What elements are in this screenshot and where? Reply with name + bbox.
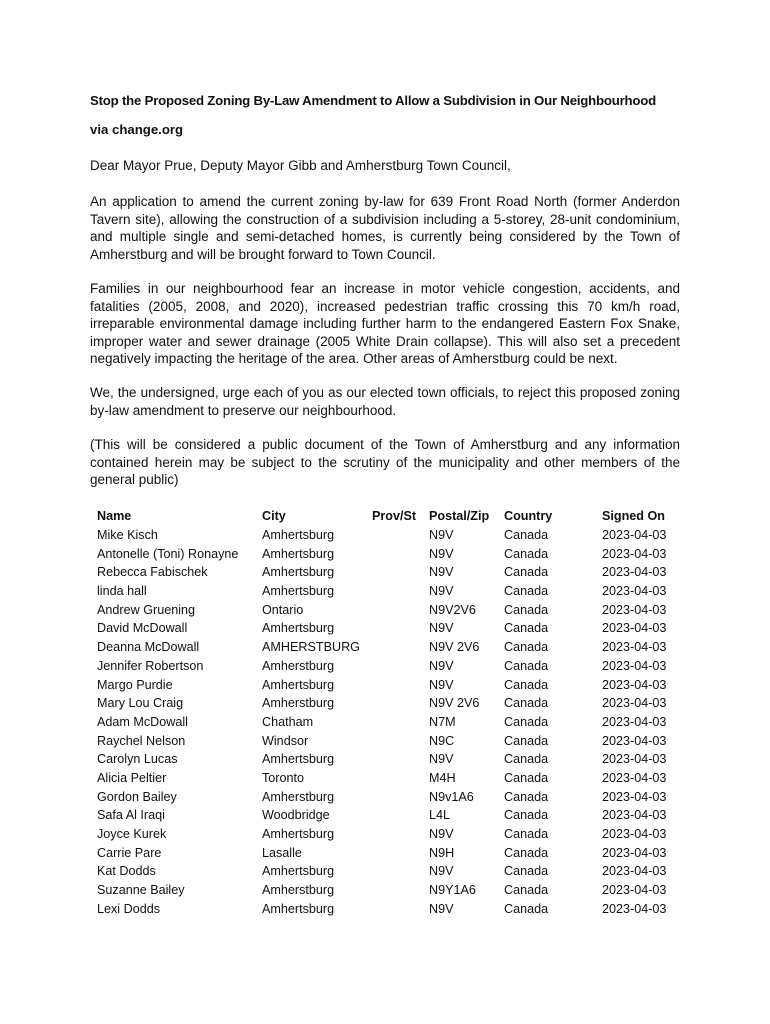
cell-country: Canada bbox=[504, 546, 549, 561]
cell-name: Raychel Nelson bbox=[97, 733, 186, 748]
cell-city: Amhertsburg bbox=[262, 827, 335, 842]
cell-signed-on: 2023-04-03 bbox=[602, 696, 667, 711]
cell-signed-on: 2023-04-03 bbox=[602, 845, 667, 860]
cell-name: Adam McDowall bbox=[97, 714, 188, 729]
cell-name: Carolyn Lucas bbox=[97, 752, 178, 767]
cell-name: Margo Purdie bbox=[97, 677, 173, 692]
cell-signed-on: 2023-04-03 bbox=[602, 901, 667, 916]
table-row bbox=[90, 750, 674, 769]
cell-prov bbox=[372, 750, 429, 769]
table-row bbox=[90, 657, 674, 676]
table-row bbox=[90, 881, 674, 900]
cell-prov bbox=[372, 843, 429, 862]
cell-city: Lasalle bbox=[262, 845, 302, 860]
cell-country: Canada bbox=[504, 883, 549, 898]
cell-signed-on: 2023-04-03 bbox=[602, 658, 667, 673]
cell-prov bbox=[372, 806, 429, 825]
salutation: Dear Mayor Prue, Deputy Mayor Gibb and Amherstburg Town Council, bbox=[90, 158, 511, 173]
cell-signed-on: 2023-04-03 bbox=[602, 602, 667, 617]
signatures-body bbox=[90, 526, 674, 918]
cell-country: Canada bbox=[504, 845, 549, 860]
cell-postal: N9V bbox=[429, 528, 454, 543]
cell-country: Canada bbox=[504, 640, 549, 655]
cell-signed-on: 2023-04-03 bbox=[602, 565, 667, 580]
table-row bbox=[90, 600, 674, 619]
cell-name: Jennifer Robertson bbox=[97, 658, 204, 673]
cell-name: Andrew Gruening bbox=[97, 602, 196, 617]
table-row bbox=[90, 806, 674, 825]
cell-signed-on: 2023-04-03 bbox=[602, 733, 667, 748]
table-row bbox=[90, 675, 674, 694]
cell-signed-on: 2023-04-03 bbox=[602, 677, 667, 692]
cell-postal: N9Y1A6 bbox=[429, 883, 476, 898]
cell-name: Rebecca Fabischek bbox=[97, 565, 208, 580]
cell-country: Canada bbox=[504, 770, 549, 785]
cell-city: Windsor bbox=[262, 733, 309, 748]
cell-signed-on: 2023-04-03 bbox=[602, 883, 667, 898]
cell-prov bbox=[372, 862, 429, 881]
cell-city: Woodbridge bbox=[262, 808, 330, 823]
header-city: City bbox=[262, 509, 286, 524]
cell-city: Toronto bbox=[262, 770, 305, 785]
cell-postal: N9C bbox=[429, 733, 455, 748]
cell-country: Canada bbox=[504, 714, 549, 729]
cell-signed-on: 2023-04-03 bbox=[602, 546, 667, 561]
cell-name: linda hall bbox=[97, 584, 147, 599]
header-country: Country bbox=[504, 509, 553, 524]
cell-postal: N9V bbox=[429, 546, 454, 561]
cell-postal: L4L bbox=[429, 808, 451, 823]
table-row bbox=[90, 713, 674, 732]
table-row bbox=[90, 563, 674, 582]
cell-prov bbox=[372, 657, 429, 676]
cell-country: Canada bbox=[504, 658, 549, 673]
table-row bbox=[90, 619, 674, 638]
table-row bbox=[90, 843, 674, 862]
cell-name: Deanna McDowall bbox=[97, 640, 200, 655]
table-row bbox=[90, 526, 674, 545]
cell-prov bbox=[372, 694, 429, 713]
cell-name: Carrie Pare bbox=[97, 845, 162, 860]
cell-city: Amhertsburg bbox=[262, 864, 335, 879]
cell-city: Amhertsburg bbox=[262, 584, 335, 599]
cell-city: AMHERSTBURG bbox=[262, 640, 360, 655]
cell-signed-on: 2023-04-03 bbox=[602, 789, 667, 804]
table-row bbox=[90, 731, 674, 750]
cell-signed-on: 2023-04-03 bbox=[602, 827, 667, 842]
cell-city: Amherstburg bbox=[262, 696, 335, 711]
cell-postal: N9v1A6 bbox=[429, 789, 474, 804]
cell-country: Canada bbox=[504, 602, 549, 617]
cell-country: Canada bbox=[504, 901, 549, 916]
header-prov: Prov/St bbox=[372, 509, 417, 524]
table-row bbox=[90, 769, 674, 788]
table-row bbox=[90, 787, 674, 806]
cell-prov bbox=[372, 544, 429, 563]
cell-city: Amhertsburg bbox=[262, 752, 335, 767]
cell-name: David McDowall bbox=[97, 621, 188, 636]
document-source: via change.org bbox=[90, 122, 184, 137]
cell-name: Suzanne Bailey bbox=[97, 883, 185, 898]
table-row bbox=[90, 899, 674, 918]
cell-postal: N9V bbox=[429, 752, 454, 767]
cell-city: Amhertsburg bbox=[262, 677, 335, 692]
cell-postal: M4H bbox=[429, 770, 456, 785]
cell-signed-on: 2023-04-03 bbox=[602, 528, 667, 543]
signatures-table bbox=[90, 507, 674, 918]
cell-signed-on: 2023-04-03 bbox=[602, 770, 667, 785]
cell-name: Antonelle (Toni) Ronayne bbox=[97, 546, 239, 561]
cell-city: Ontario bbox=[262, 602, 304, 617]
cell-signed-on: 2023-04-03 bbox=[602, 584, 667, 599]
cell-prov bbox=[372, 881, 429, 900]
table-row bbox=[90, 694, 674, 713]
table-row bbox=[90, 862, 674, 881]
cell-country: Canada bbox=[504, 528, 549, 543]
cell-country: Canada bbox=[504, 808, 549, 823]
cell-name: Joyce Kurek bbox=[97, 827, 167, 842]
cell-city: Amherstburg bbox=[262, 658, 335, 673]
cell-name: Mike Kisch bbox=[97, 528, 158, 543]
cell-city: Amhertsburg bbox=[262, 901, 335, 916]
cell-prov bbox=[372, 600, 429, 619]
paragraph-concerns: Families in our neighbourhood fear an increase in motor vehicle congestion, accidents, and fatalities (2005, 2008, and 2020), increased pedestrian traffic crossing this 70 km/h road, irreparable environmental damage including further harm to the endangered Eastern Fox Snake, improper water and sewer drainage (2005 White Drain collapse). This will also set a precedent negatively impacting the heritage of the area. Other areas of Amherstburg could be next. bbox=[90, 281, 680, 367]
cell-name: Safa Al Iraqi bbox=[97, 808, 165, 823]
cell-country: Canada bbox=[504, 827, 549, 842]
cell-country: Canada bbox=[504, 789, 549, 804]
paragraph-application: An application to amend the current zoning by-law for 639 Front Road North (former Anderdon Tavern site), allowing the construction of a subdivision including a 5-storey, 28-unit condominium, and multiple single and semi-detached homes, is currently being considered by the Town of Amherstburg and will be brought forward to Town Council. bbox=[90, 194, 680, 262]
cell-prov bbox=[372, 582, 429, 601]
cell-postal: N7M bbox=[429, 714, 456, 729]
table-row bbox=[90, 825, 674, 844]
cell-prov bbox=[372, 731, 429, 750]
cell-country: Canada bbox=[504, 677, 549, 692]
cell-prov bbox=[372, 563, 429, 582]
cell-signed-on: 2023-04-03 bbox=[602, 864, 667, 879]
document-title: Stop the Proposed Zoning By-Law Amendment to Allow a Subdivision in Our Neighbourhood bbox=[90, 93, 656, 108]
cell-postal: N9V bbox=[429, 901, 454, 916]
cell-city: Amhertsburg bbox=[262, 565, 335, 580]
cell-postal: N9V bbox=[429, 621, 454, 636]
cell-country: Canada bbox=[504, 565, 549, 580]
cell-postal: N9V bbox=[429, 827, 454, 842]
cell-postal: N9V 2V6 bbox=[429, 696, 480, 711]
cell-postal: N9V 2V6 bbox=[429, 640, 480, 655]
cell-prov bbox=[372, 787, 429, 806]
cell-prov bbox=[372, 526, 429, 545]
cell-signed-on: 2023-04-03 bbox=[602, 640, 667, 655]
cell-postal: N9V bbox=[429, 584, 454, 599]
cell-name: Gordon Bailey bbox=[97, 789, 177, 804]
cell-postal: N9V bbox=[429, 565, 454, 580]
header-signed-on: Signed On bbox=[602, 509, 665, 524]
cell-country: Canada bbox=[504, 752, 549, 767]
cell-signed-on: 2023-04-03 bbox=[602, 621, 667, 636]
cell-postal: N9V bbox=[429, 658, 454, 673]
cell-city: Amhertsburg bbox=[262, 621, 335, 636]
cell-prov bbox=[372, 899, 429, 918]
table-row bbox=[90, 582, 674, 601]
cell-country: Canada bbox=[504, 696, 549, 711]
cell-prov bbox=[372, 769, 429, 788]
cell-city: Amhertsburg bbox=[262, 546, 335, 561]
paragraph-request: We, the undersigned, urge each of you as our elected town officials, to reject this proposed zoning by-law amendment to preserve our neighbourhood. bbox=[90, 385, 680, 418]
table-row bbox=[90, 638, 674, 657]
cell-country: Canada bbox=[504, 584, 549, 599]
cell-country: Canada bbox=[504, 733, 549, 748]
cell-prov bbox=[372, 638, 429, 657]
cell-city: Amherstburg bbox=[262, 883, 335, 898]
cell-country: Canada bbox=[504, 621, 549, 636]
cell-postal: N9V2V6 bbox=[429, 602, 476, 617]
cell-city: Chatham bbox=[262, 714, 314, 729]
cell-prov bbox=[372, 825, 429, 844]
table-row bbox=[90, 544, 674, 563]
cell-postal: N9V bbox=[429, 677, 454, 692]
header-name: Name bbox=[97, 509, 132, 524]
cell-postal: N9V bbox=[429, 864, 454, 879]
cell-prov bbox=[372, 619, 429, 638]
cell-name: Alicia Peltier bbox=[97, 770, 167, 785]
table-header-row bbox=[90, 507, 674, 526]
cell-prov bbox=[372, 713, 429, 732]
paragraph-disclaimer: (This will be considered a public document of the Town of Amherstburg and any information contained herein may be subject to the scrutiny of the municipality and other members of the general public) bbox=[90, 437, 680, 488]
cell-name: Lexi Dodds bbox=[97, 901, 161, 916]
cell-signed-on: 2023-04-03 bbox=[602, 808, 667, 823]
cell-name: Mary Lou Craig bbox=[97, 696, 184, 711]
cell-name: Kat Dodds bbox=[97, 864, 156, 879]
cell-city: Amhertsburg bbox=[262, 528, 335, 543]
cell-city: Amherstburg bbox=[262, 789, 335, 804]
cell-signed-on: 2023-04-03 bbox=[602, 752, 667, 767]
cell-country: Canada bbox=[504, 864, 549, 879]
cell-postal: N9H bbox=[429, 845, 455, 860]
header-postal: Postal/Zip bbox=[429, 509, 490, 524]
cell-prov bbox=[372, 675, 429, 694]
cell-signed-on: 2023-04-03 bbox=[602, 714, 667, 729]
